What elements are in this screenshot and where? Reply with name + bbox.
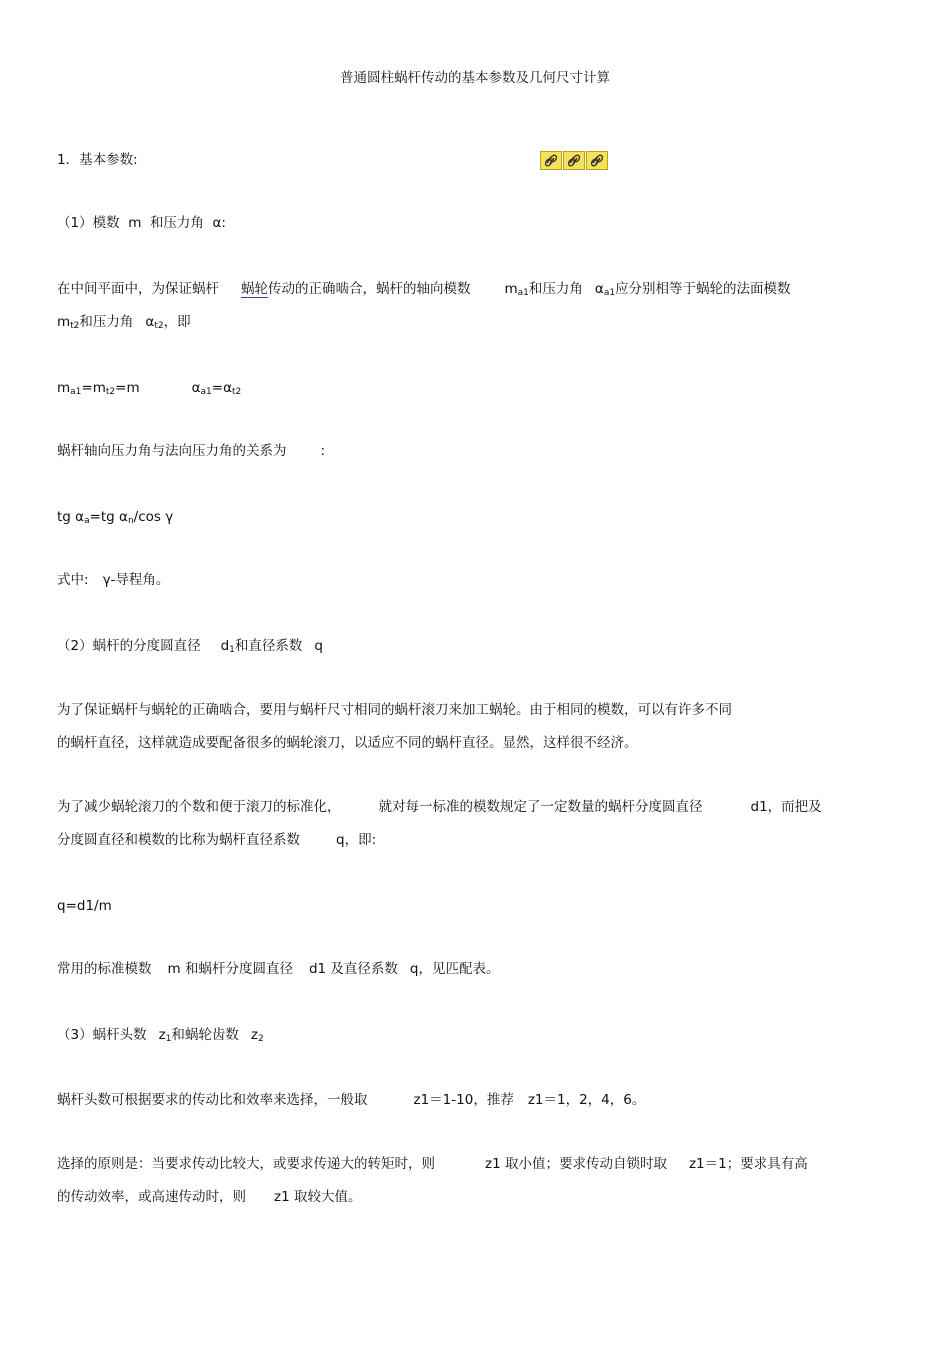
subheading-module-pressure-angle: （1）模数 m 和压力角 α: xyxy=(57,215,226,231)
paragraph-starts-selection: 蜗杆头数可根据要求的传动比和效率来选择，一般取 z1＝1-10，推荐 z1＝1，2，4，6。 xyxy=(57,1092,646,1108)
worm-gear-link[interactable]: 蜗轮 xyxy=(241,281,268,297)
equation-module-equality: $m_{a1}=m_{t2}=m$ $\alpha_{a1}=\alpha_{t2}$ xyxy=(57,380,242,397)
link-icon[interactable] xyxy=(586,151,608,170)
subheading-pitch-diameter: （2）蜗杆的分度圆直径 $d_1$和直径系数 q xyxy=(57,638,323,655)
subheading-starts-teeth: （3）蜗杆头数 $z_1$和蜗轮齿数 $z_2$ xyxy=(57,1027,264,1044)
paragraph-hob-line1: 为了保证蜗杆与蜗轮的正确啮合，要用与蜗杆尺寸相同的蜗杆滚刀来加工蜗轮。由于相同的模数，可以有许多不同 xyxy=(57,702,732,718)
paragraph-mesh-condition-line2: $m_{t2}$和压力角 $\alpha_{t2}$，即 xyxy=(57,314,191,331)
paragraph-standardization-line1: 为了减少蜗轮滚刀的个数和便于滚刀的标准化， 就对每一标准的模数规定了一定数量的蜗杆分度圆直径 d1，而把及 xyxy=(57,799,822,815)
paragraph-standardization-line2: 分度圆直径和模数的比称为蜗杆直径系数 q，即: xyxy=(57,832,377,848)
paragraph-lead-angle-note: 式中: γ-导程角。 xyxy=(57,572,170,588)
link-icon[interactable] xyxy=(540,151,562,170)
page-title: 普通圆柱蜗杆传动的基本参数及几何尺寸计算 xyxy=(340,70,610,86)
paragraph-selection-principle-line2: 的传动效率，或高速传动时，则 z1 取较大值。 xyxy=(57,1189,362,1205)
paragraph-selection-principle-line1: 选择的原则是：当要求传动比较大，或要求传递大的转矩时，则 z1 取小值；要求传动自锁时取 z1＝1；要求具有高 xyxy=(57,1156,808,1172)
paragraph-standard-table-ref: 常用的标准模数 m 和蜗杆分度圆直径 d1 及直径系数 q，见匹配表。 xyxy=(57,961,500,977)
paragraph-mesh-condition-line1: 在中间平面中，为保证蜗杆 蜗轮传动的正确啮合，蜗杆的轴向模数 $m_{a1}$和压力角 $\alpha_{a1}$应分别相等于蜗轮的法面模数 xyxy=(57,281,791,298)
equation-diameter-quotient: q=d1/m xyxy=(57,898,112,914)
equation-angle-relation: tg $\alpha_a=tg$ $\alpha_n/\cos$ γ xyxy=(57,509,174,526)
link-toolbar xyxy=(540,151,608,170)
section-heading-basic-params: 1．基本参数: xyxy=(57,152,138,168)
paragraph-angle-relation: 蜗杆轴向压力角与法向压力角的关系为 : xyxy=(57,443,326,459)
link-icon[interactable] xyxy=(563,151,585,170)
paragraph-hob-line2: 的蜗杆直径，这样就造成要配备很多的蜗轮滚刀，以适应不同的蜗杆直径。显然，这样很不经济。 xyxy=(57,735,638,751)
